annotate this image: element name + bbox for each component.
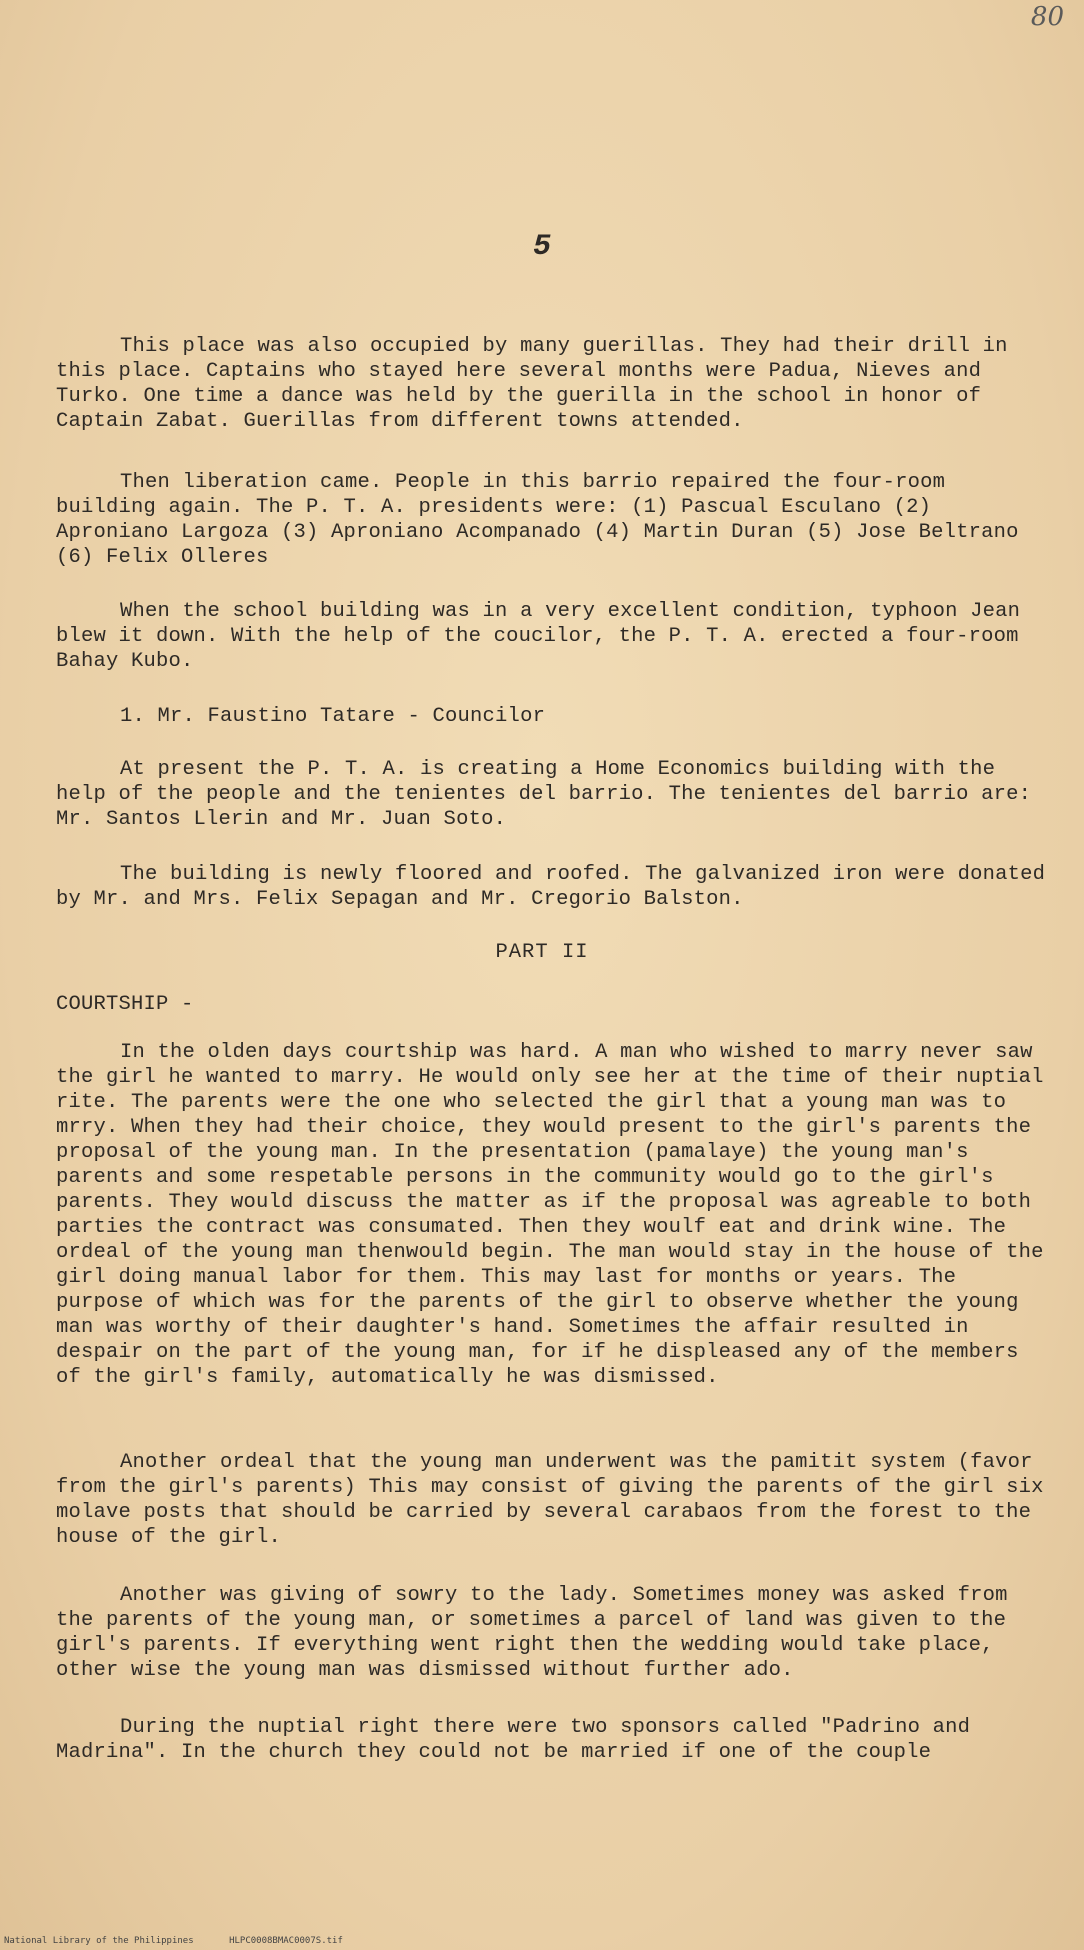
paragraph-nuptial: During the nuptial right there were two sponsors called "Padrino and Madrina". In the church they could not be married if one of the couple bbox=[56, 1716, 971, 1764]
body-block-4 bbox=[56, 704, 1056, 729]
paragraph-councilor: 1. Mr. Faustino Tatare - Councilor bbox=[120, 705, 546, 728]
paragraph-typhoon: When the school building was in a very excellent condition, typhoon Jean blew it down. With the help of the coucilor, the P. T. A. erected a four-room Bahay Kubo. bbox=[56, 600, 1021, 673]
page-number: 80 bbox=[1030, 2, 1064, 32]
footer-file-id: HLPC0008BMAC0007S.tif bbox=[229, 1936, 343, 1946]
body-block-9 bbox=[56, 1583, 1056, 1683]
paragraph-home-economics: At present the P. T. A. is creating a Home Economics building with the help of the people and the tenientes del barrio. The tenientes del barrio are: Mr. Santos Llerin and Mr. Juan Soto. bbox=[56, 758, 1032, 831]
body-block-5 bbox=[56, 757, 1056, 832]
paragraph-courtship: In the olden days courtship was hard. A man who wished to marry never saw the girl he wanted to marry. He would only see her at the time of their nuptial rite. The parents were the one who selected the girl that a young man was to mrry. When they had their choice, they would present to the girl's parents the proposal of the young man. In the presentation (pamalaye) the young man's parents and some respetable persons in the community would go to the girl's parents. They would discuss the matter as if the proposal was agreable to both parties the contract was consumated. Then they woulf eat and drink wine. The ordeal of the young man thenwould begin. The man would stay in the house of the girl doing manual labor for them. This may last for months or years. The purpose of which was for the parents of the girl to observe whether the young man was worthy of their daughter's hand. Sometimes the affair resulted in despair on the part of the young man, for if he displeased any of the members of the girl's family, automatically he was dismissed. bbox=[56, 1041, 1044, 1389]
body-block-10 bbox=[56, 1715, 1056, 1765]
courtship-heading: COURTSHIP - bbox=[56, 993, 194, 1016]
body-block-1 bbox=[56, 334, 1056, 434]
paragraph-building: The building is newly floored and roofed. The galvanized iron were donated by Mr. and Mrs. Felix Sepagan and Mr. Cregorio Balston. bbox=[56, 863, 1046, 911]
body-block-8 bbox=[56, 1450, 1056, 1550]
scan-footer bbox=[4, 1936, 373, 1946]
body-block-2 bbox=[56, 470, 1056, 570]
body-block-7 bbox=[56, 1040, 1056, 1390]
paragraph-pamitit: Another ordeal that the young man underwent was the pamitit system (favor from the girl's parents) This may consist of giving the parents of the girl six molave posts that should be carried by several carabaos from the forest to the house of the girl. bbox=[56, 1451, 1044, 1549]
paragraph-dowry: Another was giving of sowry to the lady. Sometimes money was asked from the parents of the young man, or sometimes a parcel of land was given to the girl's parents. If everything went right then the wedding would take place, other wise the young man was dismissed without further ado. bbox=[56, 1584, 1008, 1682]
paragraph-guerillas: This place was also occupied by many guerillas. They had their drill in this place. Captains who stayed here several months were Padua, Nieves and Turko. One time a dance was held by the guerilla in the school in honor of Captain Zabat. Guerillas from different towns attended. bbox=[56, 335, 1008, 433]
body-block-3 bbox=[56, 599, 1056, 674]
section-number: 5 bbox=[532, 230, 551, 264]
paragraph-liberation: Then liberation came. People in this barrio repaired the four-room building again. The P. T. A. presidents were: (1) Pascual Esculano (2) Aproniano Largoza (3) Aproniano Acompanado (4) Martin Duran (5) Jose Beltrano (6) Felix Olleres bbox=[56, 471, 1019, 569]
body-block-6 bbox=[56, 862, 1056, 912]
footer-library: National Library of the Philippines bbox=[4, 1936, 194, 1946]
part-heading: PART II bbox=[495, 941, 589, 964]
